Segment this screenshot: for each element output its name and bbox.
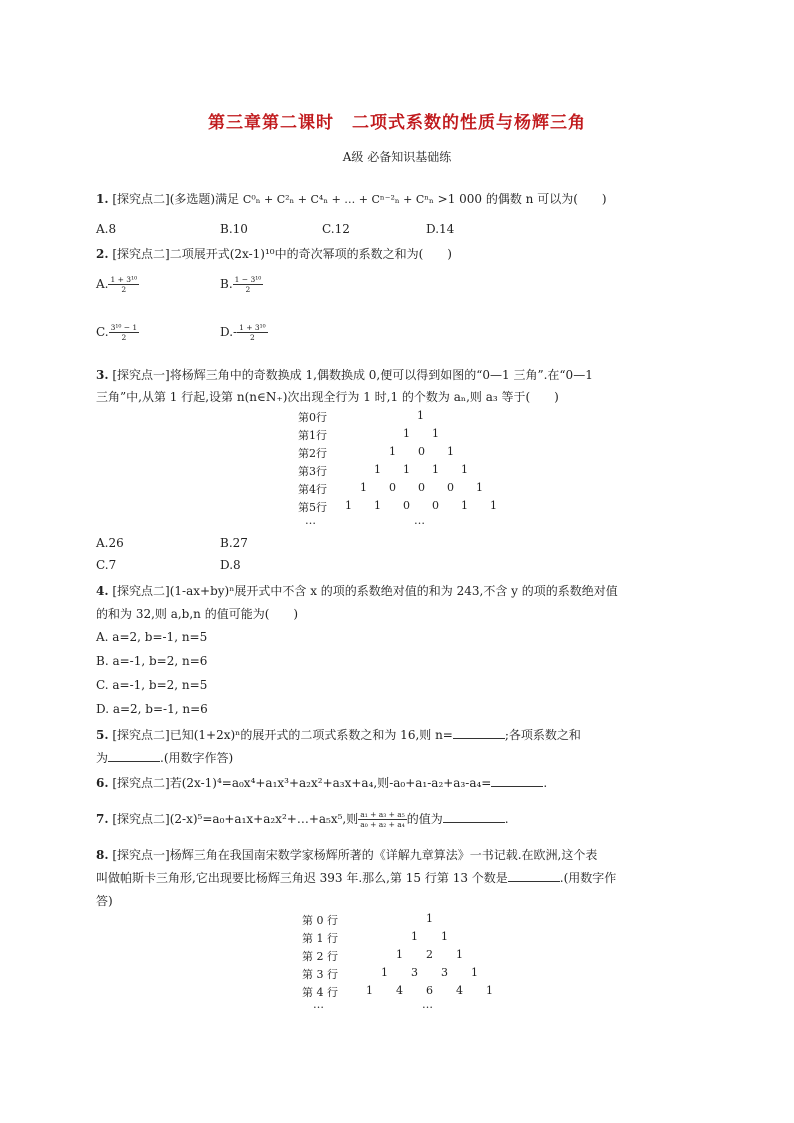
question-number: 6. xyxy=(96,776,109,790)
cell: 1 xyxy=(374,499,381,512)
ellipsis: … xyxy=(422,998,433,1011)
question-text: [探究点二]二项展开式(2x-1)¹⁰中的奇次幂项的系数之和为( ) xyxy=(112,247,452,261)
cell: 1 xyxy=(403,463,410,476)
cell: 1 xyxy=(490,499,497,512)
cell: 1 xyxy=(403,427,410,440)
question-3-line-2: 三角”中,从第 1 行起,设第 n(n∈N₊)次出现全行为 1 时,1 的个数为 aₙ,则 a₃ 等于( ) xyxy=(96,390,559,404)
question-text: .(用数字作 xyxy=(559,871,617,885)
denominator: 2 xyxy=(249,333,255,342)
row-label: 第 1 行 xyxy=(302,932,338,945)
question-text: .(用数字作答) xyxy=(160,751,234,765)
question-8-line-3: 答) xyxy=(96,894,113,908)
option-a: A.8 xyxy=(96,222,117,236)
cell: 1 xyxy=(360,481,367,494)
cell: 1 xyxy=(461,463,468,476)
ellipsis: … xyxy=(414,514,425,527)
option-c xyxy=(96,323,139,342)
option-a xyxy=(96,275,139,294)
minus-sign: - xyxy=(233,325,238,339)
cell: 1 xyxy=(381,966,388,979)
cell: 6 xyxy=(426,984,433,997)
cell: 0 xyxy=(418,445,425,458)
answer-blank[interactable] xyxy=(108,751,160,762)
cell: 1 xyxy=(432,463,439,476)
cell: 1 xyxy=(345,499,352,512)
answer-blank[interactable] xyxy=(491,776,543,787)
option-b xyxy=(220,275,263,294)
cell: 1 xyxy=(411,930,418,943)
row-label: 第4行 xyxy=(298,483,327,496)
cell: 0 xyxy=(389,481,396,494)
fraction xyxy=(109,323,140,342)
option-b: B.10 xyxy=(220,222,248,236)
option-c: C.7 xyxy=(96,558,117,572)
row-label: 第3行 xyxy=(298,465,327,478)
page-title: 第三章第二课时 二项式系数的性质与杨辉三角 xyxy=(208,113,586,133)
row-label: 第5行 xyxy=(298,501,327,514)
question-6 xyxy=(96,774,547,791)
row-label: 第 4 行 xyxy=(302,986,338,999)
binomial-sum-formula: C⁰ₙ + C²ₙ + C⁴ₙ + … + Cⁿ⁻²ₙ + Cⁿₙ xyxy=(242,193,434,206)
row-label: 第0行 xyxy=(298,411,327,424)
numerator: 1 − 3¹⁰ xyxy=(234,275,262,284)
cell: 3 xyxy=(411,966,418,979)
cell: 1 xyxy=(426,912,433,925)
numerator: 3¹⁰ − 1 xyxy=(110,323,138,332)
question-number: 8. xyxy=(96,848,109,862)
answer-blank[interactable] xyxy=(508,871,560,882)
cell: 1 xyxy=(389,445,396,458)
cell: 1 xyxy=(366,984,373,997)
numerator: 1 + 3¹⁰ xyxy=(110,275,138,284)
cell: 2 xyxy=(426,948,433,961)
cell: 1 xyxy=(432,427,439,440)
option-d: D. a=2, b=-1, n=6 xyxy=(96,702,208,716)
cell: 1 xyxy=(396,948,403,961)
row-label: 第 2 行 xyxy=(302,950,338,963)
denominator: 2 xyxy=(121,333,127,342)
question-text: [探究点一]杨辉三角在我国南宋数学家杨辉所著的《详解九章算法》一书记载.在欧洲,这个表 xyxy=(112,848,598,862)
cell: 0 xyxy=(403,499,410,512)
option-b: B. a=-1, b=2, n=6 xyxy=(96,654,208,668)
cell: 1 xyxy=(447,445,454,458)
question-number: 2. xyxy=(96,247,109,261)
cell: 1 xyxy=(456,948,463,961)
option-label: C. xyxy=(96,325,109,339)
fraction xyxy=(108,275,139,294)
row-label: 第1行 xyxy=(298,429,327,442)
cell: 3 xyxy=(441,966,448,979)
option-label: A. xyxy=(96,277,109,291)
question-text: 的值为 xyxy=(406,812,443,826)
question-text: [探究点二](1-ax+by)ⁿ展开式中不含 x 的项的系数绝对值的和为 243,不含 y 的项的系数绝对值 xyxy=(112,584,618,598)
question-number: 5. xyxy=(96,728,109,742)
cell: 1 xyxy=(486,984,493,997)
question-5 xyxy=(96,726,581,743)
question-1 xyxy=(96,190,607,207)
row-label: 第2行 xyxy=(298,447,327,460)
question-7 xyxy=(96,810,509,829)
question-text: . xyxy=(504,812,509,826)
answer-blank[interactable] xyxy=(443,812,505,823)
question-number: 3. xyxy=(96,368,109,382)
option-a: A.26 xyxy=(96,536,124,550)
question-2 xyxy=(96,245,452,262)
option-label: B. xyxy=(220,277,233,291)
question-text: [探究点一]将杨辉三角中的奇数换成 1,偶数换成 0,便可以得到如图的“0—1 三角”.在“0—1 xyxy=(112,368,593,382)
question-text: [探究点二](多选题)满足 xyxy=(112,192,240,206)
question-text: . xyxy=(543,776,548,790)
fraction xyxy=(358,810,407,829)
numerator: 1 + 3¹⁰ xyxy=(239,323,266,332)
cell: 1 xyxy=(441,930,448,943)
option-c: C.12 xyxy=(322,222,350,236)
option-d: D.14 xyxy=(426,222,455,236)
denominator: a₀ + a₂ + a₄ xyxy=(360,820,405,829)
cell: 0 xyxy=(418,481,425,494)
question-number: 7. xyxy=(96,812,109,826)
option-label: D. xyxy=(220,325,234,339)
question-4 xyxy=(96,582,618,599)
question-number: 4. xyxy=(96,584,109,598)
option-b: B.27 xyxy=(220,536,248,550)
option-d xyxy=(220,323,268,342)
question-8 xyxy=(96,846,597,863)
question-text: >1 000 的偶数 n 可以为( ) xyxy=(437,192,607,206)
question-text: 叫做帕斯卡三角形,它出现要比杨辉三角迟 393 年.那么,第 15 行第 13 个数是 xyxy=(96,871,508,885)
row-label: 第 3 行 xyxy=(302,968,338,981)
ellipsis: … xyxy=(305,514,316,527)
question-5-line-2 xyxy=(96,749,233,766)
answer-blank[interactable] xyxy=(453,728,505,739)
option-a: A. a=2, b=-1, n=5 xyxy=(96,630,208,644)
row-label: 第 0 行 xyxy=(302,914,338,927)
option-c: C. a=-1, b=2, n=5 xyxy=(96,678,208,692)
cell: 1 xyxy=(374,463,381,476)
question-text: [探究点二]若(2x-1)⁴=a₀x⁴+a₁x³+a₂x²+a₃x+a₄,则-a₀+a₁-a₂+a₃-a₄= xyxy=(112,776,492,790)
question-number: 1. xyxy=(96,192,109,206)
question-text: ;各项系数之和 xyxy=(504,728,581,742)
cell: 4 xyxy=(456,984,463,997)
question-text: [探究点二](2-x)⁵=a₀+a₁x+a₂x²+…+a₅x⁵,则 xyxy=(112,812,359,826)
cell: 1 xyxy=(461,499,468,512)
question-3 xyxy=(96,366,593,383)
option-d: D.8 xyxy=(220,558,241,572)
denominator: 2 xyxy=(245,285,251,294)
section-subtitle: A级 必备知识基础练 xyxy=(342,150,452,164)
denominator: 2 xyxy=(121,285,127,294)
cell: 1 xyxy=(417,409,424,422)
fraction xyxy=(237,323,268,342)
cell: 0 xyxy=(447,481,454,494)
numerator: a₁ + a₃ + a₅ xyxy=(360,810,405,819)
cell: 0 xyxy=(432,499,439,512)
ellipsis: … xyxy=(313,998,324,1011)
question-8-line-2 xyxy=(96,869,616,886)
question-text: 为 xyxy=(96,751,109,765)
cell: 1 xyxy=(471,966,478,979)
fraction xyxy=(233,275,264,294)
question-text: [探究点二]已知(1+2x)ⁿ的展开式的二项式系数之和为 16,则 n= xyxy=(112,728,453,742)
question-4-line-2: 的和为 32,则 a,b,n 的值可能为( ) xyxy=(96,607,299,621)
cell: 4 xyxy=(396,984,403,997)
cell: 1 xyxy=(476,481,483,494)
